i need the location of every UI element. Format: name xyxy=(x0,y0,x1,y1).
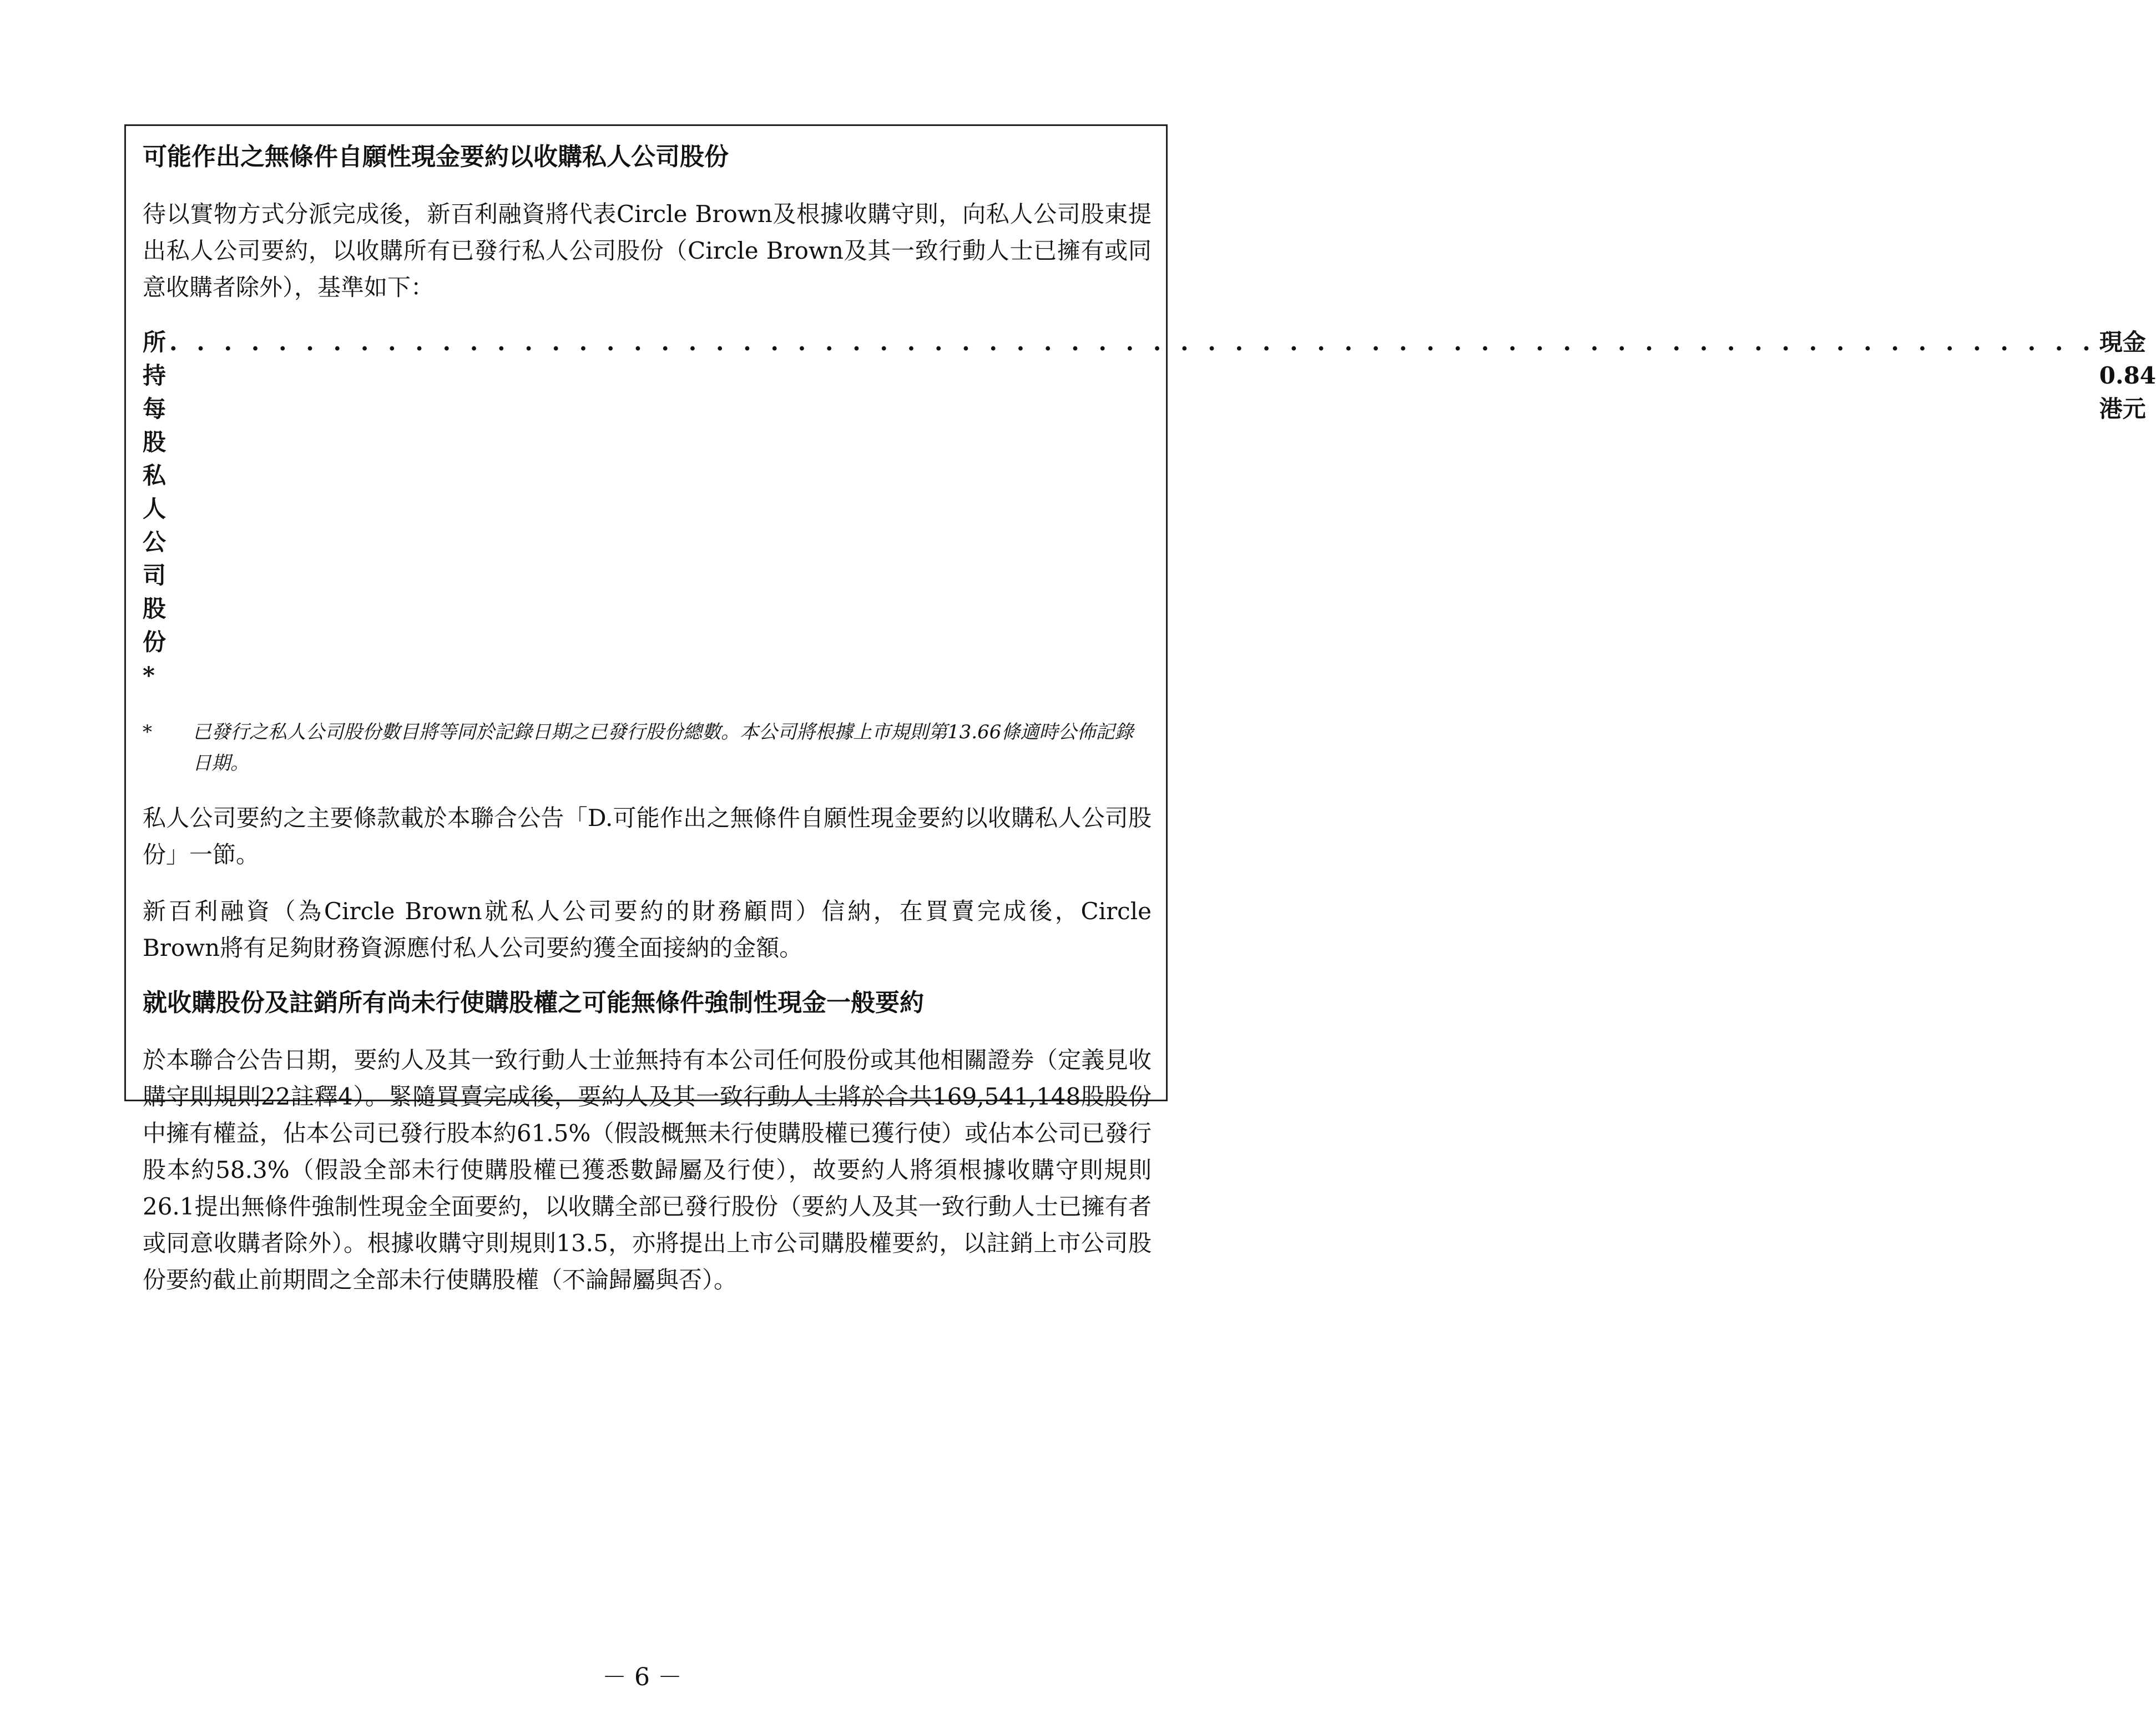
offer-price: 現金0.84港元 xyxy=(2099,329,2156,422)
footnote-text: 已發行之私人公司股份數目將等同於記錄日期之已發行股份總數。本公司將根據上市規則第13.66條適時公佈記錄日期。 xyxy=(193,721,1134,774)
paragraph-financial-resources: 新百利融資（為Circle Brown就私人公司要約的財務顧問）信納，在買賣完成後，Circle Brown將有足夠財務資源應付私人公司要約獲全面接納的金額。 xyxy=(143,898,1152,961)
page-number: － 6 － xyxy=(602,1663,682,1691)
footnote xyxy=(143,717,1152,779)
offer-label: 所持每股私人公司股份* xyxy=(143,329,166,689)
offer-terms-line xyxy=(143,326,2156,692)
announcement-box xyxy=(124,124,2156,1293)
paragraph-principal-terms: 私人公司要約之主要條款載於本聯合公告「D.可能作出之無條件自願性現金要約以收購私人公司股份」一節。 xyxy=(143,804,1152,868)
section-heading-private-offer: 可能作出之無條件自願性現金要約以收購私人公司股份 xyxy=(143,143,729,171)
paragraph-mandatory-offer: 於本聯合公告日期，要約人及其一致行動人士並無持有本公司任何股份或其他相關證券（定義見收購守則規則22註釋4）。緊隨買賣完成後，要約人及其一致行動人士將於合共169,541,148股股份中擁有權益，佔本公司已發行股本約61.5%（假設概無未行使購股權已獲行使）或佔本公司已發行股本約58.3%（假設全部未行使購股權已獲悉數歸屬及行使），故要約人將須根據收購守則規則26.1提出無條件強制性現金全面要約，以收購全部已發行股份（要約人及其一致行動人士已擁有者或同意收購者除外）。根據收購守則規則13.5，亦將提出上市公司購股權要約，以註銷上市公司股份要約截止前期間之全部未行使購股權（不論歸屬與否）。 xyxy=(143,1046,1152,1293)
section-heading-mandatory-offer: 就收購股份及註銷所有尚未行使購股權之可能無條件強制性現金一般要約 xyxy=(143,989,924,1017)
dot-leader: . . . . . . . . . . . . . . . . . . . . . . . . . . . . . . . . . . . . . . . . . . . . . . . . . . . . . . . . . . . . . . . . . . . . . . . xyxy=(169,329,2096,356)
paragraph-offer-intro: 待以實物方式分派完成後，新百利融資將代表Circle Brown及根據收購守則，向私人公司股東提出私人公司要約，以收購所有已發行私人公司股份（Circle Brown及其一致行動人士已擁有或同意收購者除外），基準如下： xyxy=(143,200,1152,301)
footnote-mark: * xyxy=(143,721,152,743)
